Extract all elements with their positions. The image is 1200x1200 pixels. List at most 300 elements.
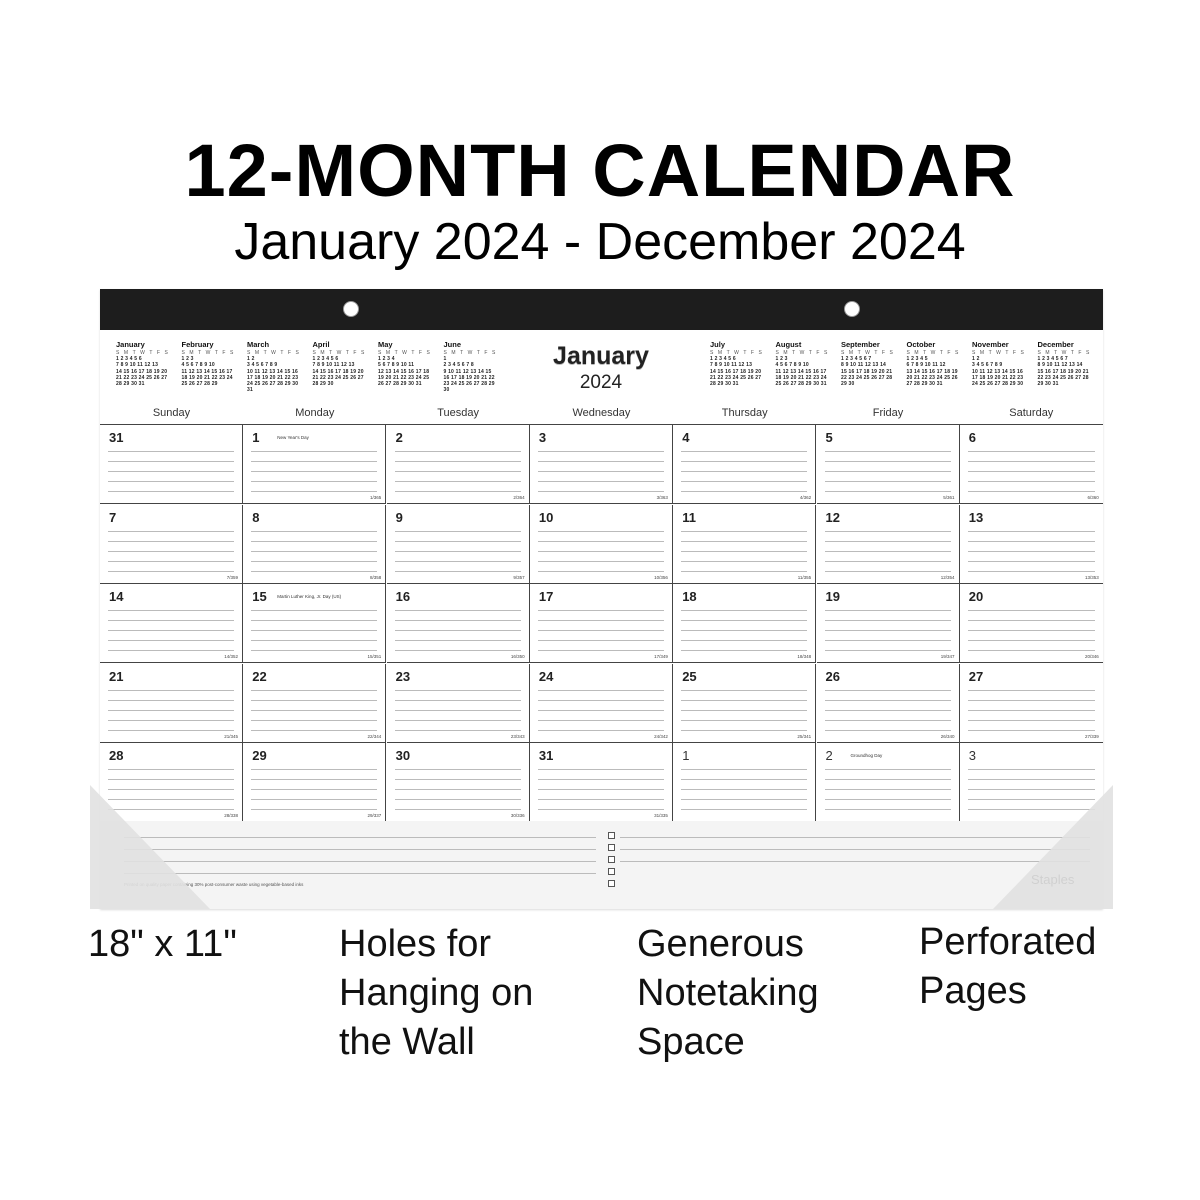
writing-line (681, 561, 807, 562)
mini-month-week: 28 29 30 31 (116, 381, 145, 388)
day-number: 9 (395, 509, 403, 525)
writing-line (395, 769, 521, 770)
feature-perforated-line: Perforated (919, 921, 1097, 963)
mini-month-week: 13 14 15 16 17 18 19 (906, 368, 958, 375)
day-number: 6 (968, 430, 977, 445)
day-of-year: 28/338 (224, 813, 238, 818)
mini-month-weekdays: S M T W T F S (1037, 350, 1091, 356)
day-of-year: 12/354 (940, 574, 955, 580)
writing-line (108, 640, 234, 641)
day-of-year: 25/341 (797, 733, 812, 739)
feature-holes-line: Holes for (339, 923, 492, 965)
mini-month-weekdays: S M T W T F S (247, 350, 301, 356)
writing-line (538, 561, 664, 562)
writing-line (108, 451, 234, 452)
writing-line (825, 471, 951, 472)
mini-month-week: 1 2 (247, 356, 255, 363)
day-number: 23 (395, 668, 411, 684)
mini-month-week: 28 29 30 (312, 381, 334, 388)
feature-holes (339, 920, 533, 1067)
day-of-year: 24/342 (654, 733, 668, 739)
writing-line (968, 630, 1095, 631)
writing-line (108, 779, 234, 780)
writing-line (825, 541, 951, 542)
day-cell[interactable] (387, 425, 530, 504)
writing-line (538, 551, 664, 552)
mini-month-weekdays: S M T W T F S (443, 350, 497, 356)
mini-month-week: 8 9 10 11 12 13 14 (841, 362, 887, 369)
feature-notes-line: Generous (637, 923, 804, 965)
mini-month-week: 15 16 17 18 19 20 21 (1037, 368, 1089, 375)
writing-line (681, 799, 807, 800)
day-cell[interactable] (530, 425, 673, 504)
writing-line (395, 640, 521, 641)
day-number: 31 (109, 430, 124, 445)
writing-line (825, 769, 951, 770)
writing-line (681, 690, 807, 691)
mini-month-week: 14 15 16 17 18 19 20 (710, 368, 762, 375)
mini-month-name: July (710, 340, 726, 349)
mini-month-name: May (378, 340, 393, 349)
headline: 12-MONTH CALENDAR (184, 129, 1016, 212)
mini-month-week: 23 24 25 26 27 28 29 (443, 381, 495, 388)
day-number: 27 (968, 668, 984, 684)
mini-month-week: 15 16 17 18 19 20 21 (841, 368, 893, 375)
day-cell[interactable] (243, 425, 386, 504)
writing-line (395, 471, 521, 472)
writing-line (538, 809, 664, 810)
mini-month-week: 3 4 5 6 7 8 9 (247, 362, 278, 369)
day-of-year: 10/356 (654, 574, 668, 580)
day-of-year: 20/346 (1085, 654, 1099, 659)
writing-line (108, 630, 234, 631)
writing-line (681, 471, 807, 472)
day-cell[interactable] (100, 425, 243, 504)
writing-line (681, 779, 807, 780)
day-cell[interactable] (387, 584, 530, 663)
mini-month-weekdays: S M T W T F S (378, 350, 432, 356)
day-cell[interactable] (530, 664, 673, 743)
mini-month-week: 7 8 9 10 11 12 13 (116, 362, 159, 369)
mini-month-may (378, 340, 438, 387)
mini-month-week: 1 2 (972, 356, 980, 363)
writing-line (538, 730, 664, 731)
day-of-year: 21/345 (224, 733, 238, 739)
writing-line (681, 541, 807, 542)
day-number: 1 (252, 430, 260, 445)
binding-strip (100, 289, 1103, 330)
writing-line (968, 451, 1095, 452)
day-of-year: 23/343 (510, 733, 525, 739)
corner-protector-right (993, 785, 1113, 909)
writing-line (538, 471, 664, 472)
writing-line (108, 471, 234, 472)
writing-line (538, 650, 664, 651)
writing-line (538, 700, 664, 701)
day-number: 13 (968, 509, 984, 525)
checkbox-icon (608, 880, 615, 887)
writing-line (681, 620, 807, 621)
day-cell[interactable] (817, 425, 960, 504)
writing-line (968, 720, 1095, 721)
writing-line (681, 551, 807, 552)
writing-line (968, 690, 1095, 691)
writing-line (395, 491, 521, 492)
mini-month-weekdays: S M T W T F S (116, 350, 170, 356)
mini-month-week: 10 11 12 13 14 15 16 (972, 368, 1023, 375)
writing-line (251, 700, 377, 701)
writing-line (968, 650, 1095, 651)
day-cell[interactable] (960, 505, 1103, 584)
checkbox-icon (608, 832, 615, 839)
mini-month-week: 1 2 3 4 (378, 356, 395, 363)
month-year: 2024 (579, 372, 623, 393)
subheadline: January 2024 - December 2024 (234, 213, 966, 271)
writing-line (538, 710, 664, 711)
desk-pad-calendar (100, 289, 1103, 909)
day-number: 28 (109, 748, 124, 763)
writing-line (825, 720, 951, 721)
feature-notes-line: Notetaking (637, 972, 819, 1014)
day-of-year: 7/359 (226, 574, 238, 580)
day-cell[interactable] (530, 743, 673, 822)
mini-month-week: 8 9 10 11 12 13 14 (1037, 362, 1083, 369)
writing-line (395, 650, 521, 651)
feature-size: 18" x 11" (88, 923, 237, 965)
day-cell[interactable] (387, 664, 530, 743)
day-of-year: 2/364 (513, 495, 525, 500)
day-number: 14 (109, 589, 124, 604)
day-cell[interactable] (530, 584, 673, 663)
mini-month-week: 11 12 13 14 15 16 17 (181, 368, 233, 375)
mini-month-week: 19 20 21 22 23 24 25 (378, 374, 430, 381)
writing-line (251, 481, 377, 482)
mini-month-august (776, 340, 836, 387)
writing-line (251, 571, 377, 572)
writing-line (395, 809, 521, 810)
writing-line (538, 610, 664, 611)
mini-month-week: 17 18 19 20 21 22 23 (972, 374, 1024, 381)
mini-month-week: 4 5 6 7 8 9 10 (181, 362, 215, 369)
writing-line (108, 710, 234, 711)
writing-line (538, 451, 664, 452)
day-cell[interactable] (817, 505, 960, 584)
writing-line (251, 720, 377, 721)
writing-line (395, 620, 521, 621)
day-number: 7 (109, 509, 117, 525)
mini-month-november (972, 340, 1032, 387)
day-cell[interactable] (960, 425, 1103, 504)
weekday-thursday: Thursday (721, 407, 768, 419)
writing-line (968, 710, 1095, 711)
writing-line (108, 720, 234, 721)
writing-line (968, 779, 1095, 780)
day-cell[interactable] (817, 584, 960, 663)
mini-month-name: November (972, 340, 1009, 349)
day-of-year: 11/355 (797, 574, 812, 580)
writing-line (538, 769, 664, 770)
mini-month-weekdays: S M T W T F S (181, 350, 235, 356)
writing-line (681, 481, 807, 482)
day-of-year: 17/349 (654, 654, 668, 659)
day-cell[interactable] (387, 743, 530, 822)
writing-line (251, 561, 377, 562)
mini-month-week: 29 30 (841, 381, 855, 388)
day-cell[interactable] (817, 664, 960, 743)
day-cell[interactable] (243, 505, 386, 584)
day-number: 12 (825, 509, 840, 525)
day-of-year: 3/363 (656, 495, 668, 500)
writing-line (681, 531, 807, 532)
writing-line (538, 541, 664, 542)
writing-line (251, 531, 377, 532)
writing-line (395, 730, 521, 731)
mini-month-week: 10 11 12 13 14 15 16 (247, 368, 298, 375)
mini-month-september (841, 340, 901, 387)
weekday-tuesday: Tuesday (437, 407, 479, 419)
writing-line (395, 789, 521, 790)
writing-line (968, 700, 1095, 701)
writing-line (395, 630, 521, 631)
writing-line (251, 799, 377, 800)
mini-month-name: February (181, 340, 214, 349)
writing-line (395, 720, 521, 721)
day-of-year: 18/348 (797, 654, 812, 659)
day-cell[interactable] (673, 425, 816, 504)
weekday-sunday: Sunday (152, 407, 191, 419)
checkbox-icon (608, 868, 615, 875)
mini-month-week: 1 2 3 4 5 (906, 356, 928, 363)
day-cell[interactable] (100, 584, 243, 663)
day-cell[interactable] (673, 505, 816, 584)
writing-line (825, 700, 951, 701)
feature-notes-line: Space (637, 1021, 745, 1063)
holiday-label: New Year's Day (277, 435, 309, 440)
day-of-year: 13/353 (1085, 574, 1099, 580)
writing-line (681, 769, 807, 770)
day-cell[interactable] (100, 505, 243, 584)
writing-line (395, 799, 521, 800)
holiday-label: Martin Luther King, Jr. Day (US) (277, 594, 342, 599)
writing-line (681, 809, 807, 810)
writing-line (395, 481, 521, 482)
mini-month-week: 25 26 27 28 29 (181, 381, 218, 388)
mini-month-march (247, 340, 307, 393)
brand-logo: Staples (1031, 872, 1075, 887)
writing-line (251, 789, 377, 790)
mini-month-week: 24 25 26 27 28 29 30 (247, 381, 299, 388)
day-of-year: 4/362 (799, 495, 812, 500)
day-of-year: 6/360 (1087, 495, 1099, 500)
day-number: 31 (538, 748, 554, 763)
writing-line (108, 700, 234, 701)
writing-line (968, 551, 1095, 552)
writing-line (538, 461, 664, 462)
day-cell[interactable] (673, 584, 816, 663)
writing-line (251, 640, 377, 641)
writing-line (968, 571, 1095, 572)
writing-line (968, 541, 1095, 542)
weekday-saturday: Saturday (1009, 407, 1054, 419)
writing-line (395, 571, 521, 572)
writing-line (395, 531, 521, 532)
writing-line (108, 481, 234, 482)
mini-month-weekdays: S M T W T F S (775, 350, 829, 356)
writing-line (825, 461, 951, 462)
day-cell[interactable] (960, 584, 1103, 663)
day-number: 17 (538, 589, 554, 604)
writing-line (538, 720, 664, 721)
writing-line (825, 650, 951, 651)
writing-line (825, 531, 951, 532)
writing-line (825, 571, 951, 572)
day-of-year: 30/336 (510, 813, 525, 818)
mini-month-week: 3 4 5 6 7 8 9 (972, 362, 1003, 369)
writing-line (251, 471, 377, 472)
writing-line (681, 491, 807, 492)
day-number: 21 (109, 668, 124, 684)
writing-line (968, 620, 1095, 621)
writing-line (395, 451, 521, 452)
mini-month-name: June (443, 340, 462, 349)
writing-line (825, 809, 951, 810)
day-cell[interactable] (960, 664, 1103, 743)
writing-line (681, 720, 807, 721)
writing-line (395, 779, 521, 780)
writing-line (251, 769, 377, 770)
weekday-friday: Friday (872, 407, 904, 419)
writing-line (681, 630, 807, 631)
writing-line (395, 541, 521, 542)
writing-line (538, 571, 664, 572)
month-title: January (553, 342, 649, 370)
day-number: 24 (538, 668, 554, 684)
mini-month-week: 30 (443, 387, 450, 394)
day-number: 8 (252, 509, 260, 525)
writing-line (825, 640, 951, 641)
checkbox-icon (608, 844, 615, 851)
writing-line (681, 710, 807, 711)
writing-line (251, 630, 377, 631)
mini-month-week: 18 19 20 21 22 23 24 (181, 374, 233, 381)
day-of-year: 16/350 (510, 654, 525, 659)
writing-line (968, 610, 1095, 611)
day-number: 5 (825, 430, 833, 445)
hanging-hole-left (343, 301, 359, 317)
day-number: 22 (252, 668, 267, 684)
writing-line (251, 779, 377, 780)
writing-line (538, 779, 664, 780)
writing-line (538, 640, 664, 641)
writing-line (251, 710, 377, 711)
writing-line (538, 491, 664, 492)
mini-month-week: 7 8 9 10 11 12 13 (710, 362, 753, 369)
mini-month-week: 26 27 28 29 30 31 (378, 381, 422, 388)
writing-line (968, 769, 1095, 770)
writing-line (825, 481, 951, 482)
day-cell[interactable] (243, 664, 386, 743)
writing-line (968, 640, 1095, 641)
day-cell[interactable] (243, 584, 386, 663)
day-cell[interactable] (673, 664, 816, 743)
feature-holes-line: the Wall (339, 1021, 475, 1063)
month-grid (100, 424, 1103, 823)
writing-line (108, 620, 234, 621)
mini-month-february (182, 340, 242, 387)
writing-line (681, 730, 807, 731)
writing-line (108, 531, 234, 532)
day-cell[interactable] (530, 505, 673, 584)
mini-month-week: 16 17 18 19 20 21 22 (443, 374, 495, 381)
mini-month-week: 1 2 3 4 5 6 (710, 356, 736, 363)
mini-month-april (313, 340, 373, 387)
weekday-wednesday: Wednesday (572, 407, 631, 419)
mini-month-june (444, 340, 504, 393)
writing-line (538, 531, 664, 532)
day-cell[interactable] (243, 743, 386, 822)
writing-line (681, 610, 807, 611)
writing-line (251, 551, 377, 552)
writing-line (251, 650, 377, 651)
writing-line (395, 461, 521, 462)
writing-line (251, 541, 377, 542)
mini-month-week: 1 2 3 (181, 356, 194, 363)
day-cell[interactable] (673, 743, 816, 822)
day-number: 19 (825, 589, 840, 604)
day-number: 16 (395, 589, 411, 604)
mini-month-weekdays: S M T W T F S (972, 350, 1026, 356)
writing-line (825, 610, 951, 611)
writing-line (968, 561, 1095, 562)
mini-month-name: April (312, 340, 330, 349)
day-number: 18 (682, 589, 697, 604)
writing-line (395, 561, 521, 562)
mini-month-week: 21 22 23 24 25 26 27 (710, 374, 762, 381)
writing-line (251, 491, 377, 492)
writing-line (395, 610, 521, 611)
writing-line (108, 690, 234, 691)
writing-line (108, 561, 234, 562)
writing-line (968, 481, 1095, 482)
mini-month-week: 28 29 30 31 (710, 381, 739, 388)
writing-line (681, 571, 807, 572)
day-of-year: 1/365 (370, 495, 382, 500)
feature-notes-space (637, 920, 819, 1067)
mini-month-week: 7 8 9 10 11 12 13 (312, 362, 355, 369)
writing-line (108, 571, 234, 572)
holiday-label: Groundhog Day (850, 753, 883, 758)
writing-line (681, 640, 807, 641)
writing-line (825, 799, 951, 800)
day-cell[interactable] (387, 505, 530, 584)
mini-month-week: 1 2 3 4 5 6 7 (841, 356, 872, 363)
writing-line (538, 620, 664, 621)
mini-month-week: 14 15 16 17 18 19 20 (116, 368, 168, 375)
writing-line (681, 461, 807, 462)
day-cell[interactable] (817, 743, 960, 822)
writing-line (825, 561, 951, 562)
writing-line (825, 451, 951, 452)
writing-line (538, 690, 664, 691)
mini-month-weekdays: S M T W T F S (841, 350, 895, 356)
writing-line (251, 451, 377, 452)
writing-line (681, 700, 807, 701)
day-cell[interactable] (100, 664, 243, 743)
mini-month-name: October (906, 340, 936, 349)
day-number: 3 (538, 430, 547, 445)
writing-line (825, 690, 951, 691)
day-of-year: 26/340 (940, 733, 955, 739)
